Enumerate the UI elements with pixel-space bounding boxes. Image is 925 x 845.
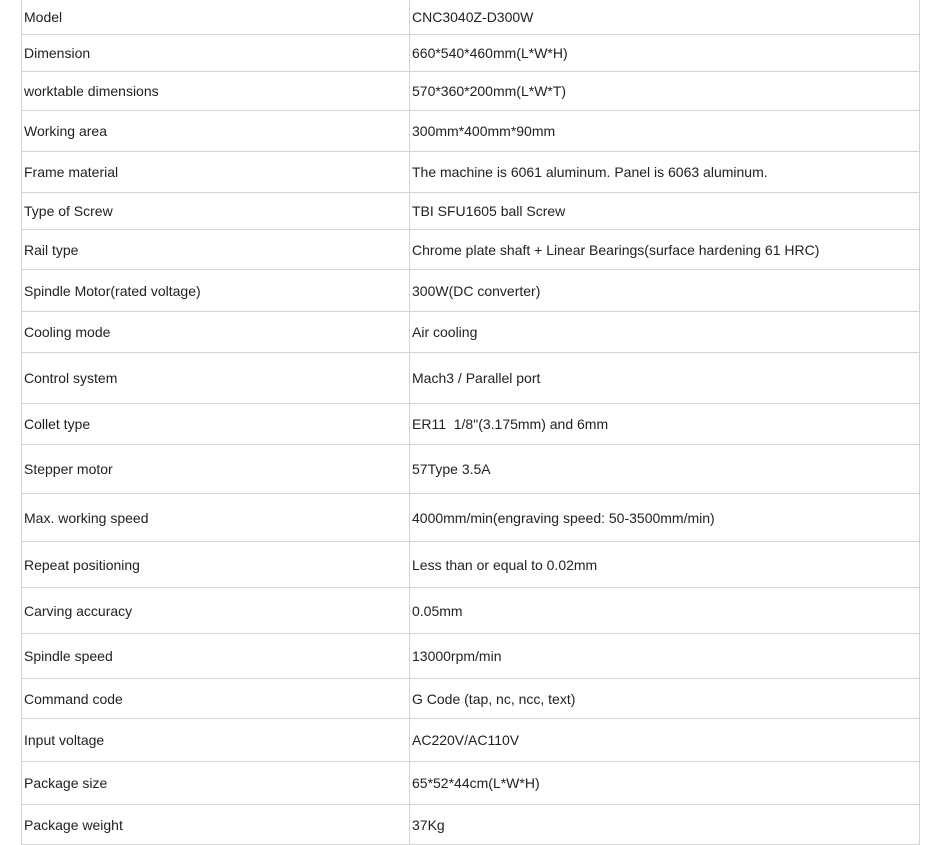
spec-value: G Code (tap, nc, ncc, text)	[410, 679, 920, 719]
spec-label: Input voltage	[22, 719, 410, 762]
spec-label: Spindle Motor(rated voltage)	[22, 270, 410, 312]
spec-value: AC220V/AC110V	[410, 719, 920, 762]
spec-value: 300W(DC converter)	[410, 270, 920, 312]
table-row	[22, 312, 920, 353]
table-row	[22, 494, 920, 542]
table-row	[22, 0, 920, 35]
spec-label: Command code	[22, 679, 410, 719]
spec-value: 660*540*460mm(L*W*H)	[410, 35, 920, 72]
spec-value: 300mm*400mm*90mm	[410, 111, 920, 152]
spec-label: Control system	[22, 353, 410, 404]
spec-value: ER11 1/8"(3.175mm) and 6mm	[410, 404, 920, 445]
spec-value: Mach3 / Parallel port	[410, 353, 920, 404]
spec-label: Collet type	[22, 404, 410, 445]
spec-label: Package size	[22, 762, 410, 805]
table-row	[22, 230, 920, 270]
spec-value: 57Type 3.5A	[410, 445, 920, 494]
spec-label: Stepper motor	[22, 445, 410, 494]
table-row	[22, 445, 920, 494]
table-row	[22, 152, 920, 193]
spec-label: Working area	[22, 111, 410, 152]
spec-value: TBI SFU1605 ball Screw	[410, 193, 920, 230]
spec-value: 570*360*200mm(L*W*T)	[410, 72, 920, 111]
spec-label: Frame material	[22, 152, 410, 193]
spec-value: 13000rpm/min	[410, 634, 920, 679]
table-row	[22, 679, 920, 719]
table-row	[22, 72, 920, 111]
spec-table	[21, 0, 920, 845]
spec-value: 0.05mm	[410, 588, 920, 634]
table-row	[22, 719, 920, 762]
spec-label: Carving accuracy	[22, 588, 410, 634]
spec-value: CNC3040Z-D300W	[410, 0, 920, 35]
spec-value: 4000mm/min(engraving speed: 50-3500mm/min)	[410, 494, 920, 542]
table-row	[22, 542, 920, 588]
spec-value: 65*52*44cm(L*W*H)	[410, 762, 920, 805]
spec-value: 37Kg	[410, 805, 920, 845]
table-row	[22, 634, 920, 679]
table-row	[22, 35, 920, 72]
table-row	[22, 762, 920, 805]
spec-value: Less than or equal to 0.02mm	[410, 542, 920, 588]
table-row	[22, 193, 920, 230]
table-row	[22, 270, 920, 312]
spec-value: Air cooling	[410, 312, 920, 353]
spec-label: Repeat positioning	[22, 542, 410, 588]
spec-label: Type of Screw	[22, 193, 410, 230]
table-row	[22, 353, 920, 404]
spec-label: Rail type	[22, 230, 410, 270]
spec-label: Cooling mode	[22, 312, 410, 353]
table-row	[22, 404, 920, 445]
spec-value: Chrome plate shaft + Linear Bearings(surface hardening 61 HRC)	[410, 230, 920, 270]
spec-label: Max. working speed	[22, 494, 410, 542]
table-row	[22, 588, 920, 634]
spec-label: Package weight	[22, 805, 410, 845]
spec-label: worktable dimensions	[22, 72, 410, 111]
spec-label: Model	[22, 0, 410, 35]
spec-value: The machine is 6061 aluminum. Panel is 6063 aluminum.	[410, 152, 920, 193]
spec-label: Spindle speed	[22, 634, 410, 679]
table-row	[22, 111, 920, 152]
spec-label: Dimension	[22, 35, 410, 72]
table-row	[22, 805, 920, 845]
